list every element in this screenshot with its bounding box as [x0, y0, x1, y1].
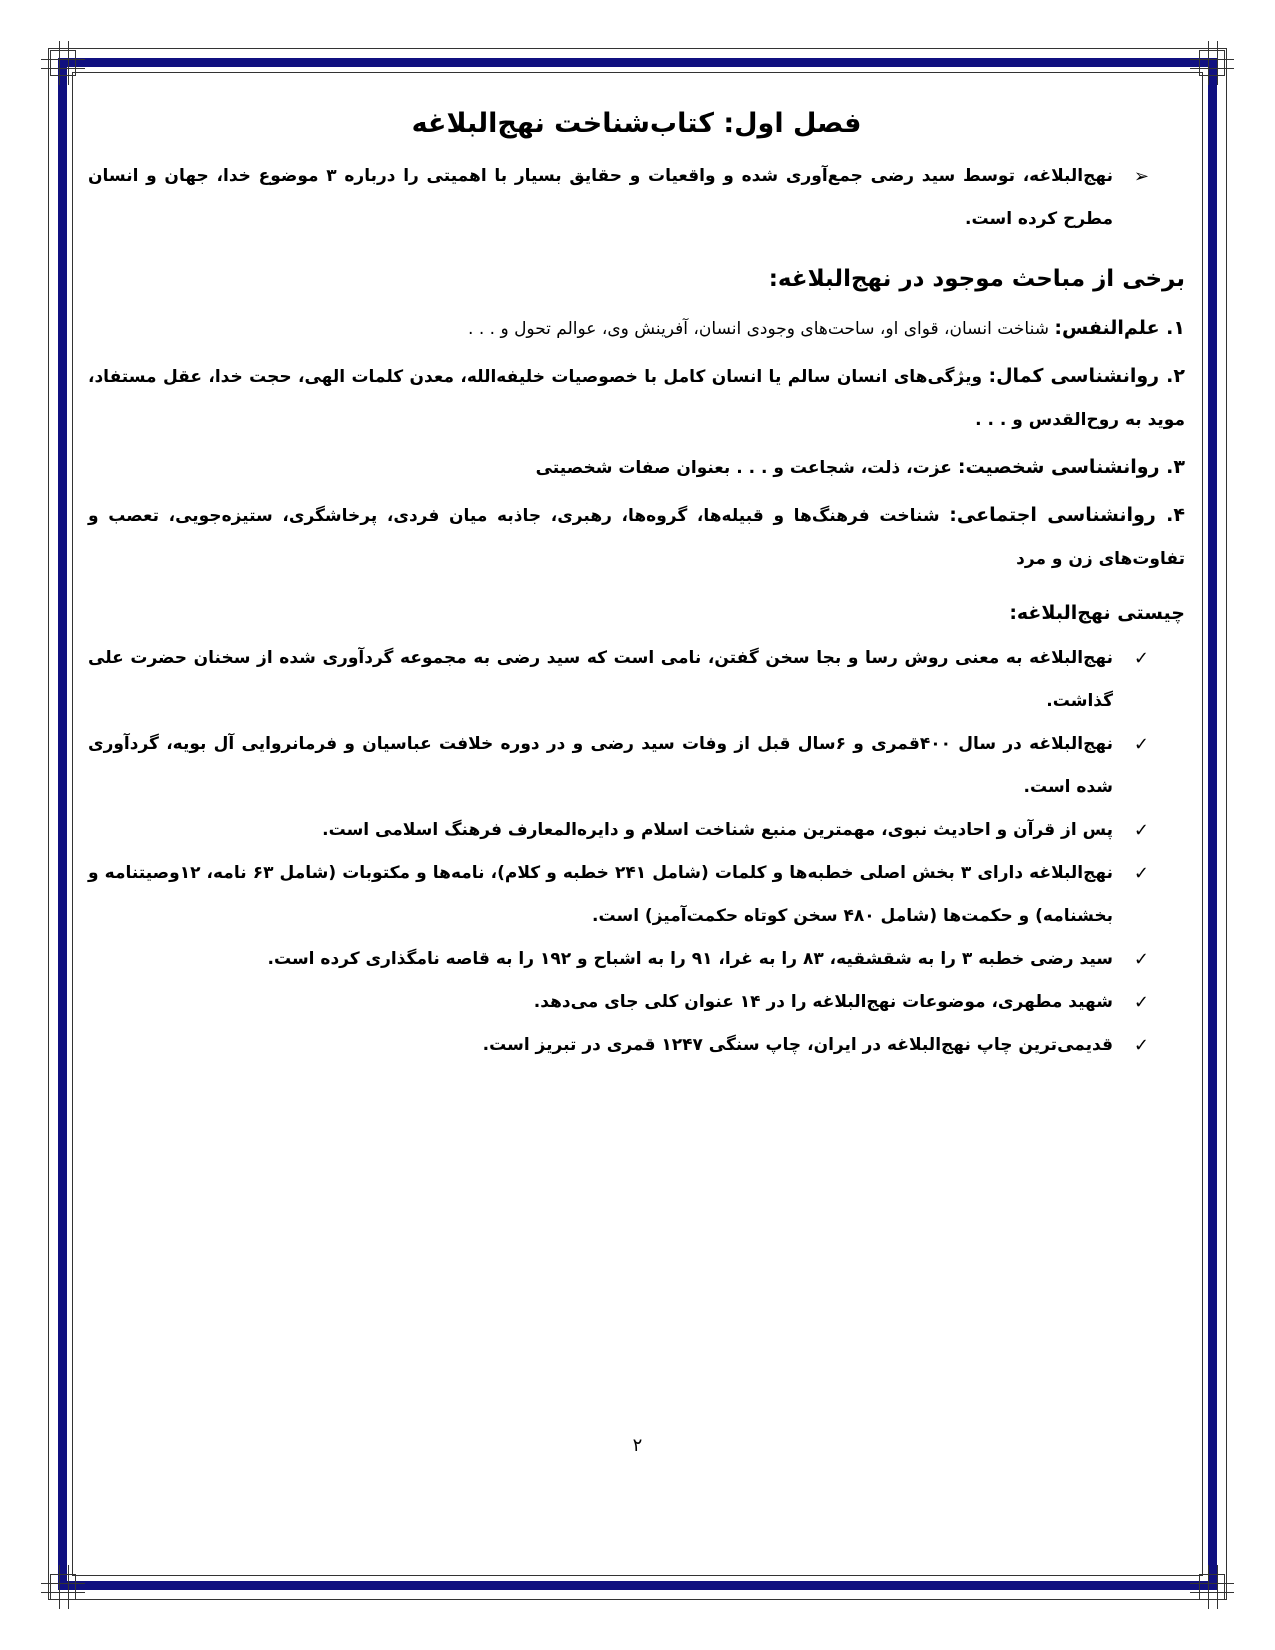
- fact-text: نهج‌البلاغه به معنی روش رسا و بجا سخن گفتن، نامی است که سید رضی به مجموعه گردآوری شده از سخنان حضرت علی گذاشت.: [88, 648, 1113, 711]
- fact-text: نهج‌البلاغه در سال ۴۰۰قمری و ۶سال قبل از وفات سید رضی و در دوره خلافت عباسیان و فرمانروایی آل بویه، گردآوری شده است.: [88, 734, 1113, 797]
- topic-item: [88, 494, 1185, 581]
- intro-text: نهج‌البلاغه، توسط سید رضی جمع‌آوری شده و واقعیات و حقایق بسیار با اهمیتی را درباره ۳ موضوع خدا، جهان و انسان مطرح کرده است.: [88, 166, 1113, 229]
- fact-text: سید رضی خطبه ۳ را به شقشقیه، ۸۳ را به غرا، ۹۱ را به اشباح و ۱۹۲ را به قاصه نامگذاری کرده است.: [267, 949, 1113, 969]
- fact-item: [88, 809, 1185, 852]
- fact-text: نهج‌البلاغه دارای ۳ بخش اصلی خطبه‌ها و کلمات (شامل ۲۴۱ خطبه و کلام)، نامه‌ها و مکتوبات (شامل ۶۳ نامه، ۱۲وصیتنامه و بخشنامه) و حکمت‌ها (شامل ۴۸۰ سخن کوتاه حکمت‌آمیز) است.: [88, 863, 1113, 926]
- fact-text: پس از قرآن و احادیث نبوی، مهمترین منبع شناخت اسلام و دایره‌المعارف فرهنگ اسلامی است.: [322, 820, 1113, 840]
- check-icon: ✓: [1133, 648, 1149, 669]
- fact-item: [88, 1024, 1185, 1067]
- check-icon: ✓: [1133, 734, 1149, 755]
- page-number: ۲: [632, 1435, 643, 1456]
- fact-text: قدیمی‌ترین چاپ نهج‌البلاغه در ایران، چاپ سنگی ۱۲۴۷ قمری در تبریز است.: [482, 1035, 1113, 1055]
- check-icon: ✓: [1133, 863, 1149, 884]
- border-corner-ornament: [1199, 1574, 1225, 1600]
- fact-item: [88, 981, 1185, 1024]
- topic-text: شناخت انسان، قوای او، ساحت‌های وجودی انسان، آفرینش وی، عوالم تحول و . . .: [468, 319, 1055, 339]
- topic-text: شناخت فرهنگ‌ها و قبیله‌ها، گروه‌ها، رهبری، جاذبه میان فردی، پرخاشگری، ستیزه‌جویی، تعصب و تفاوت‌های زن و مرد: [88, 506, 1185, 569]
- document-body: [88, 108, 1185, 1067]
- border-corner-ornament: [1199, 50, 1225, 76]
- fact-text: شهید مطهری، موضوعات نهج‌البلاغه را در ۱۴ عنوان کلی جای می‌دهد.: [533, 992, 1113, 1012]
- fact-item: [88, 852, 1185, 938]
- fact-item: [88, 723, 1185, 809]
- chapter-title: فصل اول: کتاب‌شناخت نهج‌البلاغه: [411, 108, 862, 139]
- arrow-bullet-icon: ➢: [1133, 166, 1149, 187]
- topic-lead: ۱. علم‌النفس:: [1054, 317, 1185, 339]
- topic-lead: ۴. روانشناسی اجتماعی:: [949, 504, 1185, 526]
- what-is-heading: چیستی نهج‌البلاغه:: [1009, 602, 1185, 624]
- border-corner-ornament: [50, 1574, 76, 1600]
- check-icon: ✓: [1133, 949, 1149, 970]
- check-icon: ✓: [1133, 1035, 1149, 1056]
- topics-heading: برخی از مباحث موجود در نهج‌البلاغه:: [768, 266, 1185, 292]
- topic-lead: ۳. روانشناسی شخصیت:: [957, 456, 1185, 478]
- topic-item: [88, 307, 1185, 351]
- intro-paragraph: [88, 155, 1185, 241]
- fact-item: [88, 938, 1185, 981]
- check-icon: ✓: [1133, 992, 1149, 1013]
- topic-text: عزت، ذلت، شجاعت و . . . بعنوان صفات شخصیتی: [535, 458, 958, 478]
- topic-item: [88, 446, 1185, 490]
- topic-item: [88, 355, 1185, 442]
- check-icon: ✓: [1133, 820, 1149, 841]
- topic-text: ویژگی‌های انسان سالم یا انسان کامل با خصوصیات خلیفه‌الله، معدن کلمات الهی، حجت خدا، عقل مستفاد، موید به روح‌القدس و . . .: [88, 367, 1185, 430]
- topic-lead: ۲. روانشناسی کمال:: [988, 365, 1185, 387]
- border-corner-ornament: [50, 50, 76, 76]
- fact-item: [88, 637, 1185, 723]
